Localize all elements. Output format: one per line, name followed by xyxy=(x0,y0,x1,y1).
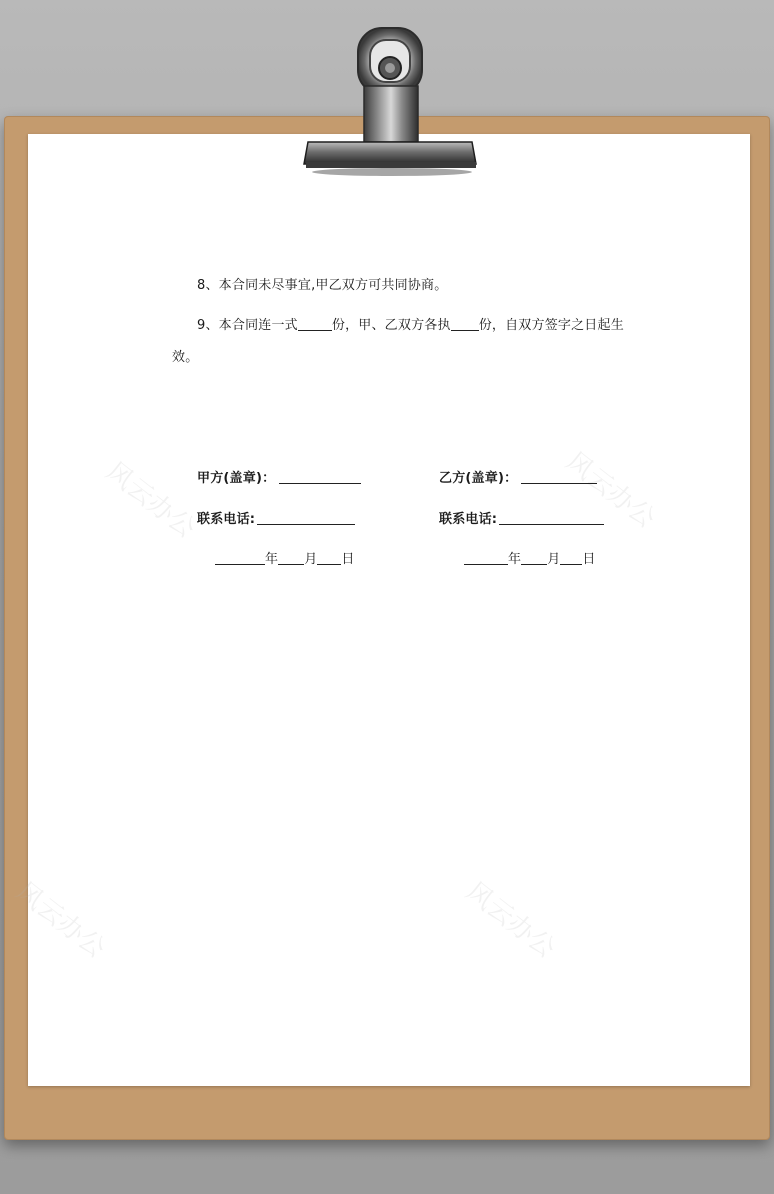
day-label: 日 xyxy=(582,552,596,567)
party-a-phone-label: 联系电话: xyxy=(197,512,256,527)
month-label: 月 xyxy=(304,552,318,567)
clause-8: 8、本合同未尽事宜,甲乙双方可共同协商。 xyxy=(197,278,448,293)
day-label: 日 xyxy=(341,552,355,567)
clause-9-text-2: 份，甲、乙双方各执 xyxy=(331,318,451,333)
year-label: 年 xyxy=(265,552,279,567)
clause-9-text-3: 份，自双方签字之日起生 xyxy=(478,318,624,333)
party-b-label: 乙方(盖章)： xyxy=(439,471,518,486)
party-a-label: 甲方(盖章)： xyxy=(197,471,276,486)
month-label: 月 xyxy=(547,552,561,567)
document-page xyxy=(28,134,750,1086)
binder-clip-icon xyxy=(296,26,484,176)
year-label: 年 xyxy=(508,552,522,567)
party-b-phone-label: 联系电话: xyxy=(439,512,498,527)
clause-9-text-1: 9、本合同连一式 xyxy=(197,318,298,333)
clause-9-continuation: 效。 xyxy=(172,350,199,365)
